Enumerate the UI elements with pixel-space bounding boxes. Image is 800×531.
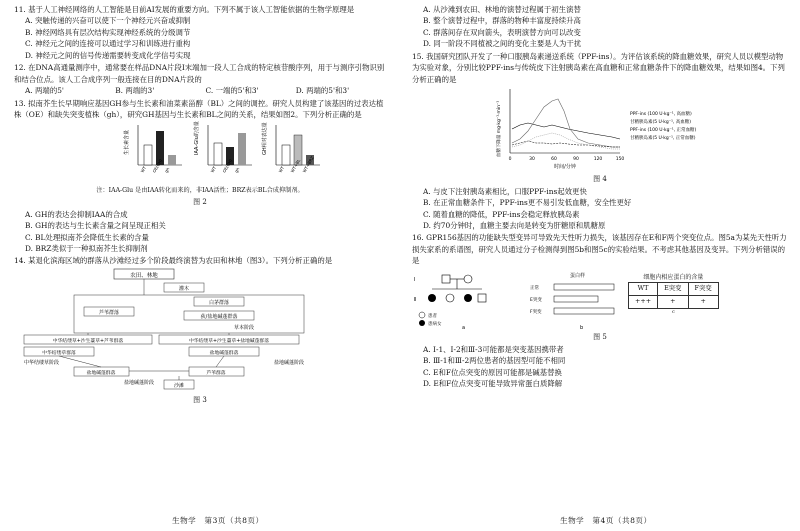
question-11 — [14, 4, 386, 61]
svg-text:盐地碱蓬群落: 盐地碱蓬群落 — [209, 350, 239, 356]
question-14 — [14, 255, 386, 406]
chart3-ylabel: GH相对表达量 — [262, 122, 268, 155]
series-ppf-normal — [512, 141, 620, 147]
right-page — [412, 4, 788, 391]
option-d: D. 同一阶段不同植被之间的变化主要是人为干扰 — [423, 39, 582, 49]
option-a: A. 从沙滩到农田、林地的演替过程属于初生演替 — [423, 5, 581, 14]
svg-text:患病女: 患病女 — [428, 321, 442, 327]
node-shrub: 灌木 — [178, 285, 190, 292]
question-16 — [412, 232, 788, 389]
svg-text:OE(GH): OE(GH) — [221, 157, 234, 174]
svg-text:PPF-ins (100 U·kg⁻¹, 高血糖): PPF-ins (100 U·kg⁻¹, 高血糖) — [630, 112, 692, 118]
chart2-ylabel: IAA-Glu的含量 — [194, 120, 200, 155]
stage-1: 草本阶段 — [234, 324, 255, 331]
svg-text:60: 60 — [551, 157, 557, 163]
option-d: D. E和F位点突变可能导致异常蛋白质降解 — [423, 379, 563, 389]
svg-text:0: 0 — [508, 157, 512, 163]
bar-wt — [214, 143, 222, 165]
option-d: D. 约70分钟时，血糖主要去向是转变为肝糖原和肌糖原 — [423, 221, 606, 230]
fig2-chart-3 — [261, 122, 320, 173]
fig2-chart-2 — [193, 121, 252, 173]
svg-text:中华结缕草+沙生薹草+芦苇群落: 中华结缕草+沙生薹草+芦苇群落 — [52, 338, 124, 344]
bar-gh — [238, 133, 246, 165]
node-bottom: 沙滩 — [173, 382, 185, 389]
svg-text:蛋白样: 蛋白样 — [570, 272, 586, 279]
svg-text:gh: gh — [233, 166, 241, 174]
svg-text:Ⅰ: Ⅰ — [414, 276, 416, 283]
figure-3-caption: 图 3 — [193, 396, 207, 405]
svg-text:30: 30 — [529, 157, 535, 163]
question-stem: 16. GPR156基因的功能缺失型变异可导致先天性听力损失，该基因存在E和F两个突变位点。图5a为某先天性听力损失家系的系谱图，研究人员通过分子检测得到图5b和图5c的实验结果。不考虑其他基因及变异。下列分析错误的是 — [412, 233, 787, 266]
svg-text:150: 150 — [615, 157, 625, 163]
option-c: C. 随着血糖的降低，PPF-ins会稳定释放胰岛素 — [423, 209, 580, 219]
figure-3 — [14, 267, 386, 391]
svg-text:WT: WT — [139, 165, 148, 174]
svg-text:WT: WT — [209, 165, 218, 174]
svg-text:F突变: F突变 — [530, 309, 542, 315]
option-b: B. 在正常血糖条件下，PPF-ins更不易引发低血糖，安全性更好 — [423, 198, 632, 208]
svg-text:b: b — [580, 324, 584, 331]
svg-text:盐地碱蓬群落: 盐地碱蓬群落 — [86, 370, 116, 376]
question-stem: 15. 我国研究团队开发了一种口服胰岛素递送系统（PPF-ins）。为评估该系统的降血糖效果，研究人员以模型动物为实验对象，分别比较PPF-ins与传统皮下注射胰岛素在高血糖和正常血糖条件下的降血糖效果，结果如图4。下列分析正确的是 — [412, 51, 785, 84]
option-d: D. 神经元之间的信号传递需要转变成化学信号实现 — [25, 50, 191, 60]
svg-text:OE(GH): OE(GH) — [151, 157, 164, 174]
svg-text:甘精胰岛素(5 U·kg⁻¹, 高血糖): 甘精胰岛素(5 U·kg⁻¹, 高血糖) — [630, 120, 692, 126]
svg-text:甘精胰岛素(5 U·kg⁻¹, 正常血糖): 甘精胰岛素(5 U·kg⁻¹, 正常血糖) — [630, 136, 696, 142]
option-b: B. 神经网络具有层次结构实现神经系统的分级调节 — [25, 27, 191, 37]
svg-text:E突变: E突变 — [530, 297, 542, 303]
svg-text:PPF-ins (100 U·kg⁻¹, 正常血糖): PPF-ins (100 U·kg⁻¹, 正常血糖) — [630, 128, 697, 134]
option-a: A. Ⅰ-1、Ⅰ-2和Ⅲ-3可能都是突变基因携带者 — [423, 344, 564, 354]
svg-text:WT: WT — [277, 165, 286, 174]
option-b: B. 两端的3' — [115, 86, 155, 96]
bar-wt — [144, 145, 152, 165]
option-c: C. 群落间存在双向箭头，表明演替方向可以改变 — [423, 27, 581, 37]
option-c: C. 一端的5'和3' — [205, 86, 259, 96]
question-15 — [412, 51, 788, 232]
option-b: B. GH的表达与生长素含量之间呈现正相关 — [25, 221, 166, 231]
question-13 — [14, 98, 386, 255]
bar-wt — [282, 145, 290, 165]
node-zone-c: 荻/盐地碱蓬群落 — [200, 313, 238, 320]
fig4-xlabel: 时间/分钟 — [554, 164, 576, 170]
question-stem: 11. 基于人工神经网络的人工智能是目前AI发展的重要方向。下列不属于该人工智能依据的生物学原理是 — [14, 5, 355, 14]
footer-left: 生物学 第3页（共8页） — [172, 516, 264, 526]
option-a: A. 突触传递的兴奋可以使下一个神经元兴奋或抑制 — [25, 16, 191, 26]
stage-3: 盐地碱蓬阶段 — [274, 359, 305, 366]
stage-4: 盐地碱蓬阶段 — [124, 379, 155, 386]
figure-2 — [14, 121, 386, 183]
footer-right: 生物学 第4页（共8页） — [560, 516, 652, 526]
protein-table: 细胞内相应蛋白的含量 WT E突变 F突变 +++ + + c — [628, 273, 719, 317]
question-stem: 12. 在DNA高通量测序中，通常要在样品DNA片段I末端加一段人工合成的特定核苷酸序列，用于与测序引物识别和结合位点。该人工合成序列一般连接在目的DNA片段的 — [14, 63, 385, 84]
node-zone-a: 白茅群落 — [208, 299, 230, 306]
node-zone-b: 芦苇群落 — [98, 309, 120, 316]
fig2-chart-1 — [123, 125, 182, 174]
gel — [530, 269, 620, 331]
option-d: D. 两端的5'和3' — [295, 86, 350, 96]
figure-2-caption: 图 2 — [193, 197, 207, 206]
svg-text:90: 90 — [573, 157, 579, 163]
figure-4-caption: 图 4 — [593, 174, 607, 183]
option-a: A. GH的表达会抑制IAA的合成 — [25, 209, 128, 219]
figure-5-caption: 图 5 — [593, 332, 607, 341]
figure-2-note: 注：IAA-Glu 是由IAA转化而来的，非IAA活性；BRZ表示BL合成抑制剂。 — [96, 187, 304, 195]
option-c: C. BL处理拟南芥会降低生长素的含量 — [25, 232, 149, 242]
svg-text:WT+BL: WT+BL — [289, 157, 302, 174]
option-a: A. 两端的5' — [25, 86, 64, 96]
fig4-legend — [630, 110, 697, 141]
question-12 — [14, 62, 386, 96]
left-page — [14, 4, 386, 407]
question-stem: 14. 某退化滨海区域的群落从沙滩经过多个阶段最终演替为农田和林地（图3）。下列分析正确的是 — [14, 256, 333, 266]
option-c: C. E和F位点突变的原因可能都是碱基替换 — [423, 367, 562, 377]
svg-text:芦苇群落: 芦苇群落 — [206, 370, 226, 376]
svg-text:中华结缕草+沙生薹草+盐地碱蓬群落: 中华结缕草+沙生薹草+盐地碱蓬群落 — [189, 338, 269, 344]
option-a: A. 与皮下注射胰岛素相比，口服PPF-ins起效更快 — [423, 186, 587, 196]
stage-2: 中华结缕草阶段 — [24, 359, 60, 366]
option-c: C. 神经元之间的连接可以通过学习和训练进行重构 — [25, 39, 191, 49]
bar-gh — [168, 155, 176, 165]
svg-text:中华结缕草群落: 中华结缕草群落 — [42, 350, 76, 356]
svg-text:120: 120 — [593, 157, 603, 163]
svg-text:患者: 患者 — [428, 313, 437, 319]
option-d: D. BRZ类似于一种拟南芥生长抑制剂 — [25, 244, 148, 254]
svg-text:gh: gh — [163, 166, 171, 174]
svg-text:正常: 正常 — [530, 285, 539, 291]
svg-text:a: a — [462, 324, 466, 331]
option-b: B. Ⅲ-1和Ⅲ-2两位患者的基因型可能不相同 — [423, 356, 566, 366]
svg-text:Ⅱ: Ⅱ — [414, 296, 417, 303]
pedigree — [412, 269, 522, 331]
option-b: B. 整个演替过程中，群落的物种丰富度持续升高 — [423, 16, 581, 26]
svg-text:WT+BRZ: WT+BRZ — [301, 155, 315, 174]
chart1-ylabel: 生长素含量 — [124, 129, 130, 155]
fig4-ylabel: 血糖下降量 mg·kg⁻¹·min⁻¹ — [497, 101, 502, 158]
node-top: 农田、林地 — [130, 272, 158, 279]
figure-4 — [412, 85, 788, 169]
question-14-options — [412, 4, 788, 50]
figure-5 — [412, 269, 788, 331]
question-stem: 13. 拟南芥生长早期响应基因GH参与生长素和油菜素甾醇（BL）之间的调控。研究人员构建了该基因的过表达植株（OE）和缺失突变植株（gh），研究GH基因与生长素和BL之间的关系，结果如图2。下列分析正确的是 — [14, 98, 384, 120]
